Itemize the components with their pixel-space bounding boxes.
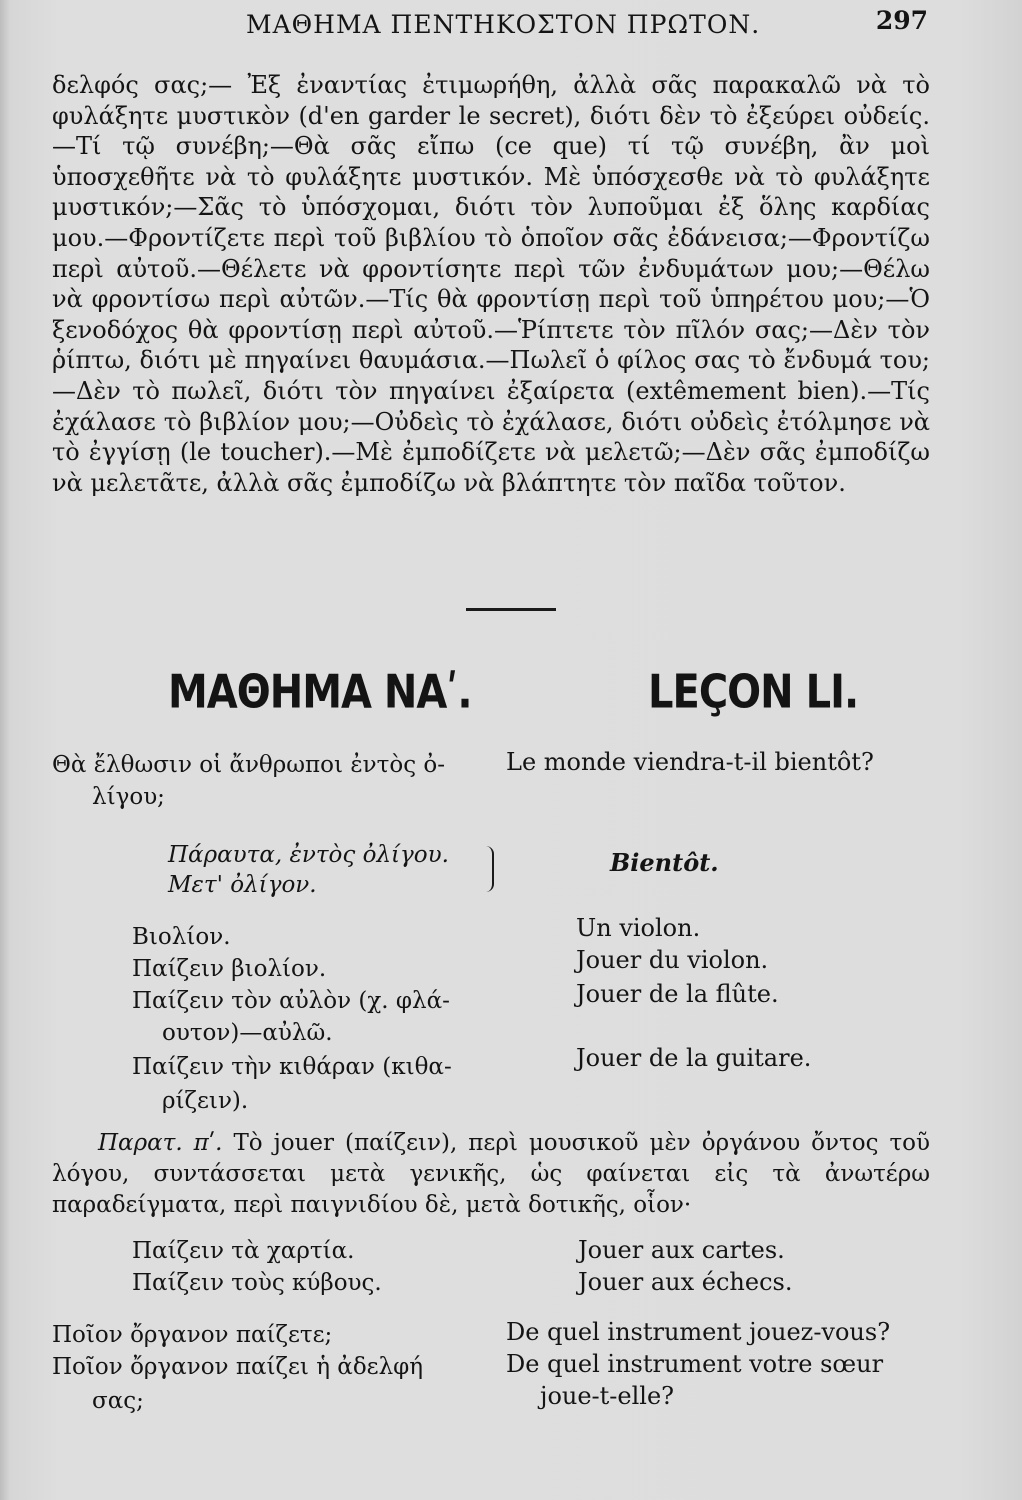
page-number: 297 <box>875 6 928 35</box>
vocab-greek-3-cont: ουτον)—αὐλῶ. <box>162 1020 333 1046</box>
vocab-greek-4: Παίζειν τὴν κιθάραν (κιθα- <box>132 1054 452 1080</box>
vocab-greek-4-cont: ρίζειν). <box>162 1088 249 1114</box>
question1-greek-line1: Θὰ ἔλθωσιν οἱ ἄνθρωποι ἐντὸς ὀ- <box>52 752 446 778</box>
vocab-french-2: Jouer du violon. <box>576 946 769 974</box>
question2-greek: Ποῖον ὄργανον παίζετε; <box>52 1322 333 1348</box>
vocab-greek-2: Παίζειν βιολίον. <box>132 956 327 982</box>
question3-greek: Ποῖον ὄργανον παίζει ἡ ἀδελφή <box>52 1354 424 1380</box>
example-french-2: Jouer aux échecs. <box>578 1268 793 1296</box>
note-label: Παρατ. πʹ. <box>98 1130 223 1156</box>
example-greek-2: Παίζειν τοὺς κύβους. <box>132 1270 382 1296</box>
soon-greek-line1: Πάραυτα, ἐντὸς ὀλίγου. <box>168 842 449 868</box>
vocab-french-3: Jouer de la flûte. <box>576 980 779 1008</box>
lesson-title-french: LEÇON LI. <box>648 666 859 719</box>
vocab-french-1: Un violon. <box>576 914 701 942</box>
question2-french: De quel instrument jouez-vous? <box>506 1318 891 1346</box>
question3-greek-cont: σας; <box>92 1388 144 1414</box>
soon-french-text: Bientôt. <box>610 848 719 877</box>
running-head: ΜΑΘΗΜΑ ΠΕΝΤΗΚΟΣΤΟΝ ΠΡΩΤΟΝ. <box>246 10 761 39</box>
lesson-title-greek: ΜΑΘΗΜΑ ΝΑʹ. <box>168 666 472 719</box>
soon-greek-line2: Μετ' ὀλίγον. <box>168 872 317 898</box>
intro-text: δελφός σας;— Ἐξ ἐναντίας ἐτιμωρήθη, ἀλλὰ σᾶς παρακαλῶ νὰ τὸ φυλάξητε μυστικὸν (d'en garder le secret), διότι δὲν τὸ ἐξεύρει οὐδείς.—Τί τῷ συνέβη;—Θὰ σᾶς εἴπω (ce que) τί τῷ συνέβη, ἂν μοὶ ὑποσχεθῆτε νὰ τὸ φυλάξητε μυστικόν. Μὲ ὑπόσχεσθε νὰ τὸ φυλάξητε μυστικόν;—Σᾶς τὸ ὑπόσχομαι, διότι τὸν λυποῦμαι ἐξ ὅλης καρδίας μου.—Φροντίζετε περὶ τοῦ βιβλίου τὸ ὁποῖον σᾶς ἐδάνεισα;—Φροντίζω περὶ αὐτοῦ.—Θέλετε νὰ φροντίσητε περὶ τῶν ἐνδυμάτων μου;—Θέλω νὰ φροντίσω περὶ αὐτῶν.—Τίς θὰ φροντίσῃ περὶ τοῦ ὑπηρέτου μου;—Ὁ ξενοδόχος θὰ φροντίσῃ περὶ αὐτοῦ.—Ῥίπτετε τὸν πῖλόν σας;—Δὲν τὸν ῥίπτω, διότι μὲ πηγαίνει θαυμάσια.—Πωλεῖ ὁ φίλος σας τὸ ἔνδυμά του;—Δὲν τὸ πωλεῖ, διότι τὸν πηγαίνει ἐξαίρετα (extêmement bien).—Τίς ἐχάλασε τὸ βιβλίον μου;—Οὐδεὶς τὸ ἐχάλασε, διότι οὐδεὶς ἐτόλμησε νὰ τὸ ἐγγίσῃ (le toucher).—Μὲ ἐμποδίζετε νὰ μελετῶ;—Δὲν σᾶς ἐμποδίζω νὰ μελετᾶτε, ἀλλὰ σᾶς ἐμποδίζω νὰ βλάπτητε τὸν παῖδα τοῦτον. <box>52 71 930 497</box>
example-french-1: Jouer aux cartes. <box>578 1236 785 1264</box>
note-text: Τὸ jouer (παίζειν), περὶ μουσικοῦ μὲν ὀργάνου ὄντος τοῦ λόγου, συντάσσεται μετὰ γενικῆς, ὡς φαίνεται εἰς τὰ ἀνωτέρω παραδείγματα, περὶ παιγνιδίου δὲ, μετὰ δοτικῆς, οἷον· <box>52 1130 930 1218</box>
grammar-note <box>52 1128 930 1221</box>
question1-french-text: Le monde viendra-t-il bientôt? <box>506 748 874 776</box>
vocab-french-4: Jouer de la guitare. <box>576 1044 812 1072</box>
section-divider <box>466 608 556 611</box>
brace-mark <box>482 846 494 892</box>
question3-french-cont: joue-t-elle? <box>540 1382 675 1410</box>
vocab-greek-3: Παίζειν τὸν αὐλὸν (χ. φλά- <box>132 988 450 1014</box>
question3-french: De quel instrument votre sœur <box>506 1350 884 1378</box>
example-greek-1: Παίζειν τὰ χαρτία. <box>132 1238 355 1264</box>
vocab-greek-1: Βιολίον. <box>132 924 231 950</box>
intro-paragraph <box>52 70 930 498</box>
question1-greek-line2: λίγου; <box>92 784 165 810</box>
